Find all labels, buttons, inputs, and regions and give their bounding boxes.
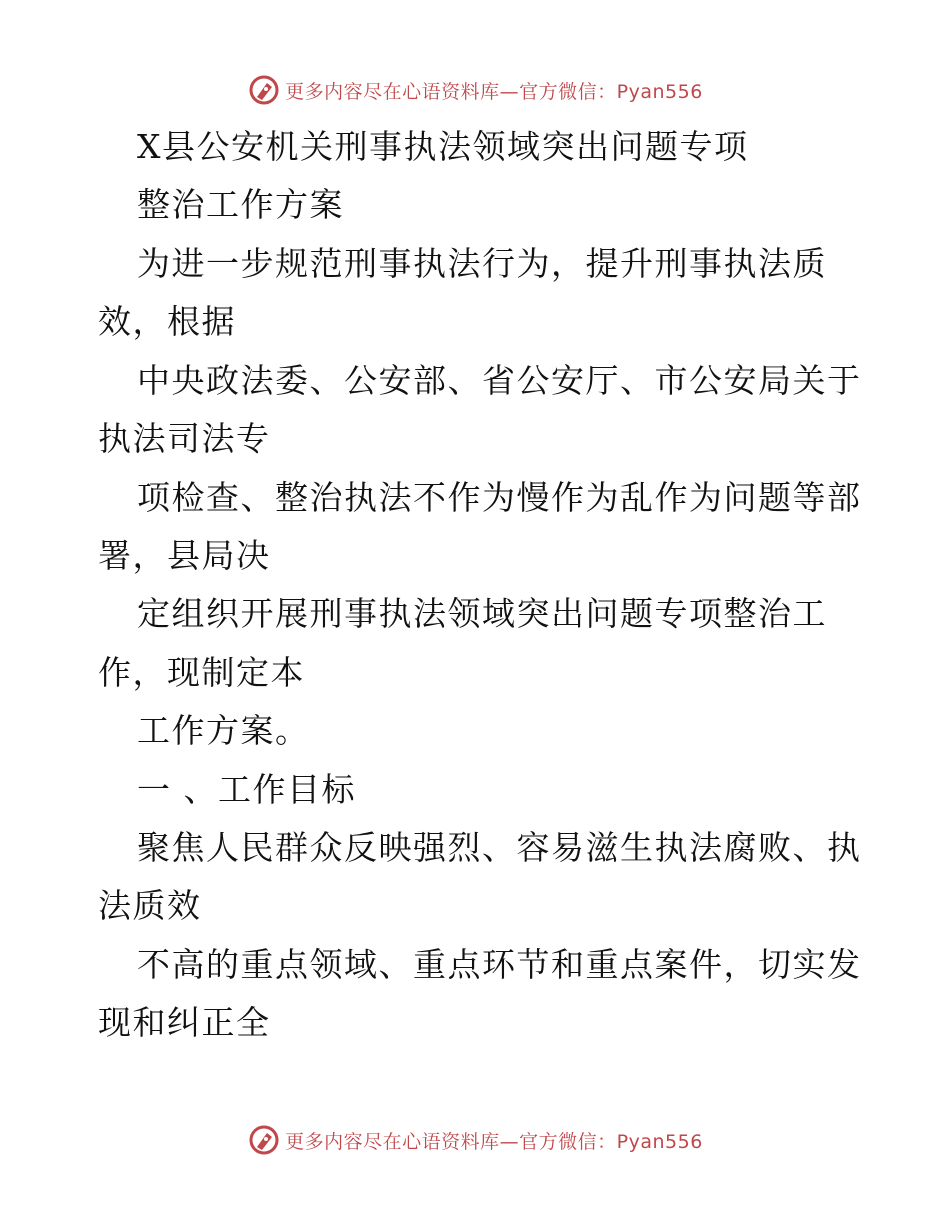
paragraph-line: 定组织开展刑事执法领域突出问题专项整治工 <box>137 594 827 633</box>
fountain-pen-seal-icon <box>247 1123 281 1157</box>
paragraph-line: 效，根据 <box>98 302 236 341</box>
section-heading: 一 、工作目标 <box>137 770 356 809</box>
footer-watermark <box>0 1120 950 1160</box>
paragraph-line: 不高的重点领域、重点环节和重点案件，切实发 <box>137 945 862 984</box>
paragraph-line: 署，县局决 <box>98 536 271 575</box>
paragraph-line: 作，现制定本 <box>98 653 305 692</box>
paragraph-line: 中央政法委、公安部、省公安厅、市公安局关于 <box>137 361 862 400</box>
paragraph-line: 执法司法专 <box>98 419 271 458</box>
paragraph-line: 为进一步规范刑事执法行为，提升刑事执法质 <box>137 244 827 283</box>
document-title-line-2: 整治工作方案 <box>137 185 344 224</box>
watermark-text: 更多内容尽在心语资料库—官方微信：Pyan556 <box>285 1130 703 1153</box>
paragraph-line: 法质效 <box>98 886 202 925</box>
paragraph-line: 现和纠正全 <box>98 1003 271 1042</box>
document-title-line-1: X县公安机关刑事执法领域突出问题专项 <box>137 127 749 166</box>
paragraph-line: 聚焦人民群众反映强烈、容易滋生执法腐败、执 <box>137 828 862 867</box>
paragraph-line: 工作方案。 <box>137 711 310 750</box>
paragraph-line: 项检查、整治执法不作为慢作为乱作为问题等部 <box>137 478 862 517</box>
watermark-text: 更多内容尽在心语资料库—官方微信：Pyan556 <box>285 80 703 103</box>
